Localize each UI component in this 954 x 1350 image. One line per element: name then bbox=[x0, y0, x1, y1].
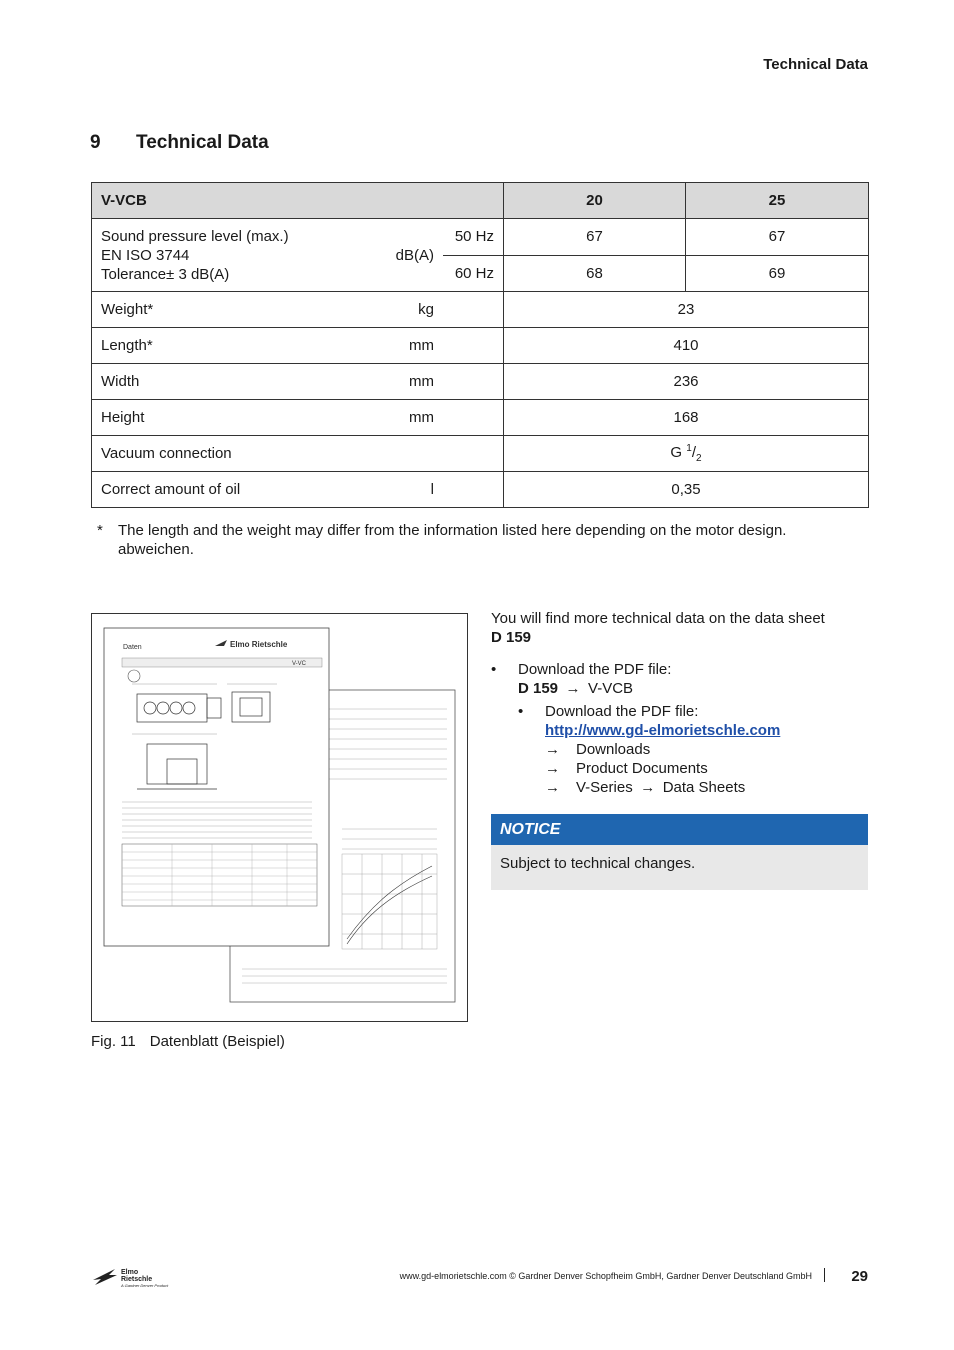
sound-label-line3: Tolerance± 3 dB(A) bbox=[101, 266, 230, 283]
thread-numerator: 1 bbox=[686, 443, 692, 454]
sound-60-20: 68 bbox=[504, 255, 686, 292]
size-header-25: 25 bbox=[686, 183, 869, 219]
table-row-width bbox=[92, 364, 869, 400]
path-v-series: V-Series bbox=[576, 779, 633, 796]
sound-60-25: 69 bbox=[686, 255, 869, 292]
row-unit: l bbox=[430, 481, 434, 498]
bullet1-label: • Download the PDF file: bbox=[518, 661, 672, 678]
freq-50hz: 50 Hz bbox=[443, 219, 503, 256]
path-data-sheets: Data Sheets bbox=[662, 779, 746, 796]
footnote-marker: * bbox=[97, 522, 103, 539]
footnote-text: The length and the weight may differ from the information listed here depending on the motor design. abweichen. bbox=[118, 522, 787, 558]
arrow-icon: → bbox=[545, 779, 560, 796]
freq-60hz: 60 Hz bbox=[454, 264, 494, 282]
footer-text bbox=[400, 1271, 812, 1281]
footer-url[interactable]: www.gd-elmorietschle.com bbox=[399, 1271, 507, 1281]
footer-logo bbox=[91, 1266, 171, 1288]
row-value: 236 bbox=[504, 364, 869, 400]
sound-label-line1: Sound pressure level (max.) bbox=[101, 228, 289, 245]
info-intro-doc: D 159 bbox=[491, 629, 532, 646]
row-unit: mm bbox=[409, 337, 434, 354]
thread-denominator: 2 bbox=[696, 453, 702, 464]
datasheet-info bbox=[491, 609, 868, 797]
bullet1-doc: D 159 bbox=[518, 680, 559, 697]
info-intro: You will find more technical data on the data sheet bbox=[491, 610, 825, 627]
thumb-model: V-VC bbox=[292, 661, 307, 667]
notice-body bbox=[491, 845, 868, 890]
footer-copyright: © Gardner Denver Schopfheim GmbH, Gardner Denver Deutschland GmbH bbox=[509, 1271, 812, 1281]
notice-title: NOTICE bbox=[500, 821, 561, 838]
notice-header bbox=[491, 814, 868, 845]
row-value: 0,35 bbox=[504, 472, 869, 508]
table-row-length bbox=[92, 328, 869, 364]
sound-row-50hz bbox=[92, 219, 869, 256]
figure-caption bbox=[91, 1033, 299, 1050]
thumb-daten: Daten bbox=[123, 644, 142, 651]
row-unit: mm bbox=[409, 373, 434, 390]
row-label: Length* bbox=[101, 337, 153, 354]
thumb-brand: Elmo Rietschle bbox=[230, 640, 288, 649]
footnote bbox=[97, 521, 857, 559]
arrow-icon: → bbox=[640, 779, 656, 796]
figure-number: Fig. 11 bbox=[91, 1033, 136, 1050]
download-link[interactable]: http://www.gd-elmorietschle.com bbox=[545, 722, 781, 739]
row-value: G $^1/_2$ bbox=[504, 436, 869, 472]
row-unit: mm bbox=[409, 409, 434, 426]
sound-label-cell bbox=[92, 219, 504, 292]
table-row-vacuum bbox=[92, 436, 869, 472]
row-value: 168 bbox=[504, 400, 869, 436]
page-number: 29 bbox=[851, 1268, 868, 1285]
arrow-icon: → bbox=[545, 760, 560, 777]
section-number: 9 bbox=[90, 132, 101, 153]
thread-base: G bbox=[670, 444, 683, 461]
technical-data-table bbox=[91, 182, 869, 508]
datasheet-thumbnail bbox=[92, 614, 467, 1021]
bullet1-target: V-VCB bbox=[588, 680, 634, 697]
table-header-row bbox=[92, 183, 869, 219]
table-row-height bbox=[92, 400, 869, 436]
row-label: Height bbox=[101, 409, 145, 426]
row-label: Correct amount of oil bbox=[101, 481, 241, 498]
path-product-documents: Product Documents bbox=[576, 760, 708, 777]
sound-50-25: 67 bbox=[686, 219, 869, 256]
download-bullet-2 bbox=[518, 702, 868, 797]
running-header: Technical Data bbox=[763, 56, 868, 73]
path-downloads: Downloads bbox=[576, 741, 651, 758]
elmo-rietschle-logo bbox=[91, 1266, 171, 1288]
size-header-20: 20 bbox=[504, 183, 686, 219]
logo-tagline: A Gardner Denver Product bbox=[121, 1283, 169, 1288]
arrow-icon: → bbox=[545, 741, 560, 758]
model-header: V-VCB bbox=[92, 183, 504, 219]
logo-line2: Rietschle bbox=[121, 1276, 153, 1283]
sound-unit: dB(A) bbox=[395, 247, 434, 264]
table-row-weight bbox=[92, 292, 869, 328]
row-label: Width bbox=[101, 373, 140, 390]
table-row-oil bbox=[92, 472, 869, 508]
row-value: 410 bbox=[504, 328, 869, 364]
row-unit: kg bbox=[418, 301, 434, 318]
logo-line1: Elmo bbox=[121, 1269, 139, 1276]
figure-caption-text: Datenblatt (Beispiel) bbox=[149, 1033, 285, 1050]
notice-text: Subject to technical changes. bbox=[500, 855, 696, 872]
download-bullet-1 bbox=[491, 660, 868, 797]
datasheet-figure bbox=[91, 613, 468, 1022]
row-value: 23 bbox=[504, 292, 869, 328]
section-title-text: Technical Data bbox=[136, 132, 269, 153]
sound-label-line2: EN ISO 3744 bbox=[101, 247, 190, 264]
footer-divider bbox=[824, 1268, 825, 1282]
bullet2-label: • Download the PDF file: bbox=[545, 703, 699, 720]
arrow-icon: → bbox=[565, 680, 581, 697]
sound-50-20: 67 bbox=[504, 219, 686, 256]
row-label: Weight* bbox=[101, 301, 154, 318]
section-title bbox=[90, 132, 269, 154]
row-label: Vacuum connection bbox=[101, 445, 232, 462]
